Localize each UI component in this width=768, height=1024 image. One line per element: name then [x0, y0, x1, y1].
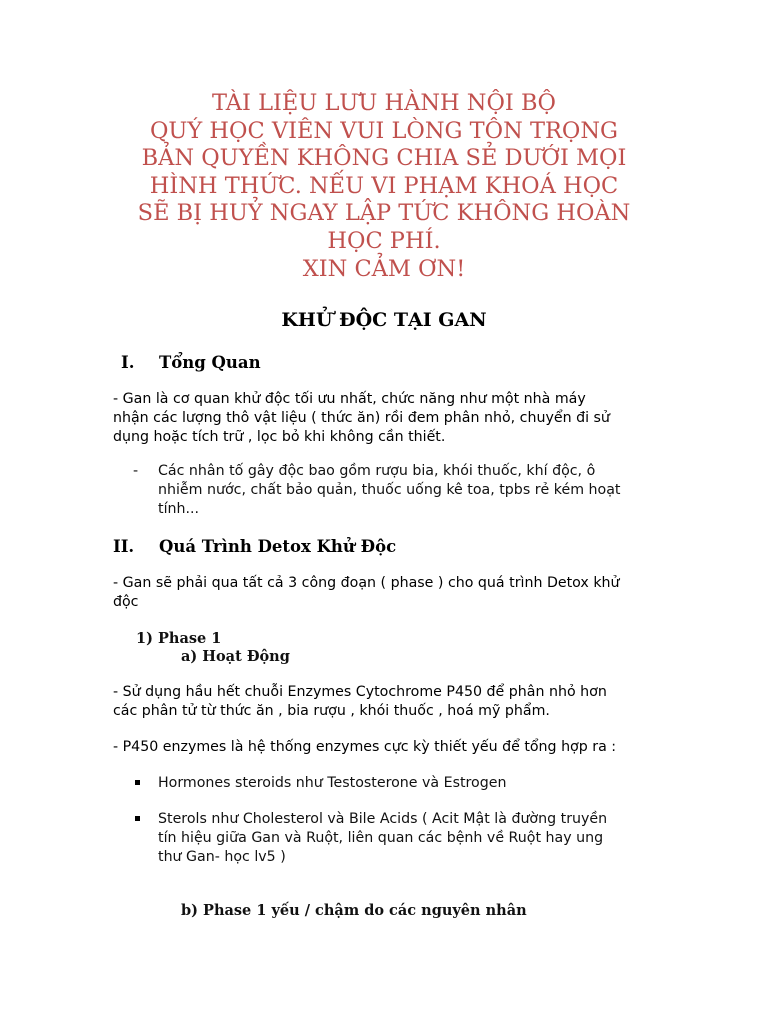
- paragraph-line: - Sử dụng hầu hết chuỗi Enzymes Cytochrome P450 để phân nhỏ hơn: [113, 684, 607, 700]
- bullet-line: nhiễm nước, chất bảo quản, thuốc uống kê toa, tpbs rẻ kém hoạt: [158, 482, 621, 498]
- paragraph-line: - P450 enzymes là hệ thống enzymes cực kỳ thiết yếu để tổng hợp ra :: [113, 739, 617, 755]
- paragraph-line: nhận các lượng thô vật liệu ( thức ăn) rồi đem phân nhỏ, chuyển đi sử: [113, 410, 610, 426]
- notice-line: XIN CẢM ƠN!: [302, 255, 466, 282]
- paragraph-line: dụng hoặc tích trữ , lọc bỏ khi không cần thiết.: [113, 429, 446, 445]
- section-number: II.: [113, 537, 135, 556]
- paragraph-line: - Gan sẽ phải qua tất cả 3 công đoạn ( phase ) cho quá trình Detox khử: [113, 575, 620, 591]
- paragraph-phase1-activity: [113, 683, 663, 721]
- section-title: Quá Trình Detox Khử Độc: [159, 537, 397, 556]
- bullet-line: thư Gan- học lv5 ): [158, 849, 286, 865]
- bullet-line: Sterols như Cholesterol và Bile Acids ( Acit Mật là đường truyền: [158, 811, 608, 827]
- paragraph-detox-intro: [113, 574, 663, 612]
- paragraph-overview: [113, 390, 663, 447]
- bullet-line: tín hiệu giữa Gan và Ruột, liên quan các bệnh về Ruột hay ung: [158, 830, 604, 846]
- notice-line: QUÝ HỌC VIÊN VUI LÒNG TÔN TRỌNG: [149, 117, 619, 144]
- subheading-b: b) Phase 1 yếu / chậm do các nguyên nhân: [181, 902, 527, 919]
- notice-line: HỌC PHÍ.: [327, 227, 441, 254]
- notice-line: SẼ BỊ HUỶ NGAY LẬP TỨC KHÔNG HOÀN: [137, 200, 631, 227]
- section-title: Tổng Quan: [159, 353, 261, 372]
- notice-line: HÌNH THỨC. NẾU VI PHẠM KHOÁ HỌC: [149, 172, 619, 199]
- square-bullet-icon: [135, 780, 140, 785]
- section-number: I.: [121, 353, 135, 372]
- subheading-a: a) Hoạt Động: [181, 648, 290, 665]
- notice-line: TÀI LIỆU LƯU HÀNH NỘI BỘ: [212, 90, 556, 116]
- paragraph-p450: [113, 738, 663, 757]
- document-title: KHỬ ĐỘC TẠI GAN: [281, 309, 487, 331]
- notice-line: BẢN QUYỀN KHÔNG CHIA SẺ DƯỚI MỌI: [141, 145, 627, 172]
- dash-marker: -: [133, 463, 139, 479]
- copyright-notice: [100, 90, 668, 283]
- paragraph-line: các phân tử từ thức ăn , bia rượu , khói thuốc , hoá mỹ phẩm.: [113, 703, 550, 719]
- square-bullet-icon: [135, 816, 140, 821]
- paragraph-line: độc: [113, 594, 139, 610]
- phase-1-label: 1) Phase 1: [136, 630, 222, 647]
- bullet-line: Hormones steroids như Testosterone và Estrogen: [158, 775, 507, 791]
- paragraph-line: - Gan là cơ quan khử độc tối ưu nhất, chức năng như một nhà máy: [113, 391, 586, 407]
- bullet-line: tính...: [158, 501, 200, 517]
- bullet-line: Các nhân tố gây độc bao gồm rượu bia, khói thuốc, khí độc, ô: [158, 463, 596, 479]
